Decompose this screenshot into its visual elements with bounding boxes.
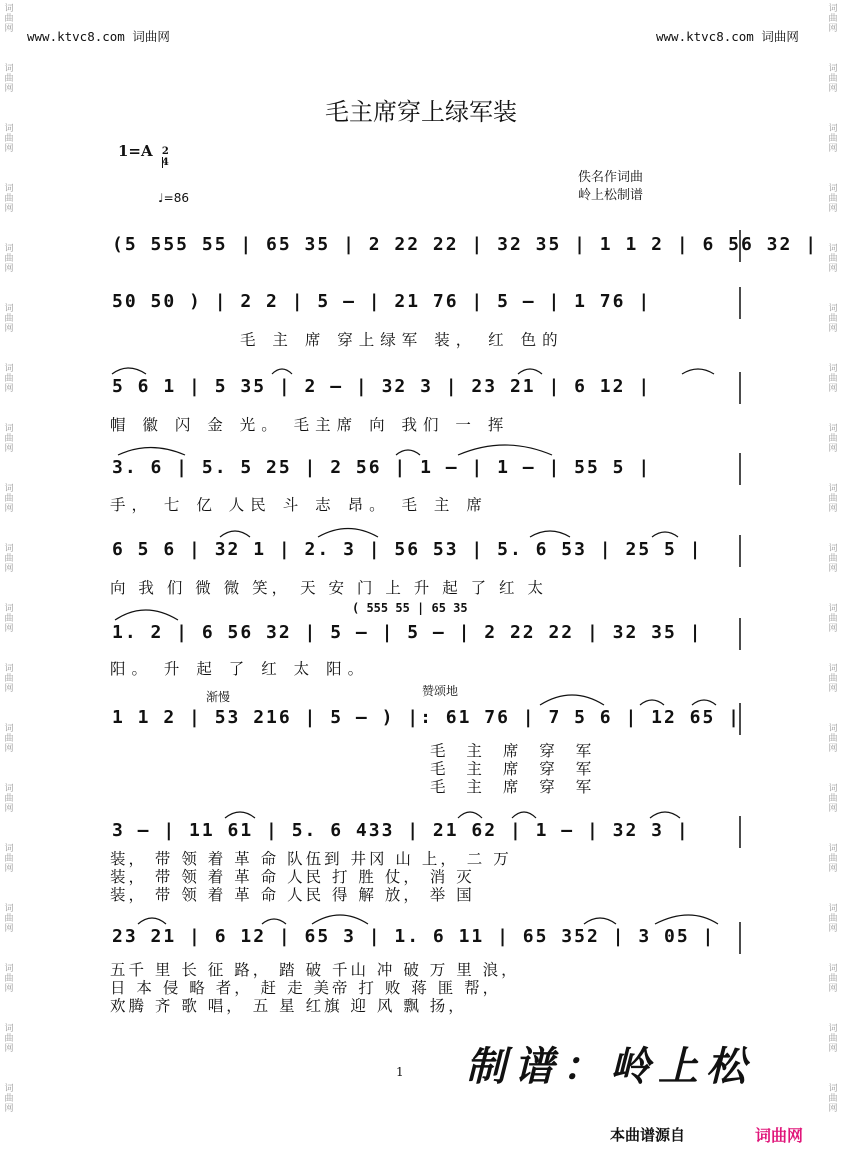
slur	[115, 610, 178, 620]
side-watermark-char: 曲	[828, 914, 838, 924]
side-watermark-char: 网	[4, 24, 14, 34]
side-watermark-char: 曲	[828, 14, 838, 24]
side-watermark-char: 网	[828, 804, 838, 814]
score-line-5: 6 5 6 | 32 1 | 2. 3 | 56 53 | 5. 6 53 | 25 5 |	[112, 539, 703, 560]
side-watermark-char: 词	[828, 544, 838, 554]
side-watermark-char: 曲	[4, 974, 14, 984]
side-watermark-char: 曲	[828, 614, 838, 624]
side-watermark-char: 曲	[828, 674, 838, 684]
slur	[540, 695, 604, 705]
side-watermark-char: 词	[4, 484, 14, 494]
side-watermark-char: 词	[4, 844, 14, 854]
side-watermark-char: 网	[828, 984, 838, 994]
slur	[396, 450, 420, 455]
slur	[682, 369, 714, 374]
side-watermark-char: 词	[828, 184, 838, 194]
side-watermark-char: 曲	[4, 1034, 14, 1044]
score-line-2: 50 50 ) | 2 2 | 5 – | 21 76 | 5 – | 1 76 |	[112, 291, 652, 312]
side-watermark-char: 词	[828, 4, 838, 14]
side-watermark-char: 词	[4, 1024, 14, 1034]
side-watermark-char: 网	[4, 864, 14, 874]
tempo-marking: ♩=86	[158, 191, 189, 205]
slur	[225, 812, 255, 818]
signature: 制谱：岭上松	[466, 1043, 754, 1090]
lyric-line-6: 阳。 升 起 了 红 太 阳。	[110, 660, 370, 678]
side-watermark-char: 曲	[4, 314, 14, 324]
side-watermark-char: 曲	[828, 194, 838, 204]
slur	[530, 531, 570, 537]
side-watermark-char: 词	[4, 724, 14, 734]
intro-bracket: ( 555 55 | 65 35	[352, 601, 468, 615]
side-watermark-char: 曲	[4, 494, 14, 504]
side-watermark-char: 网	[828, 624, 838, 634]
side-watermark-char: 曲	[4, 1094, 14, 1104]
lyric-verse-1-line-9: 五千 里 长 征 路， 踏 破 千山 冲 破 万 里 浪，	[110, 961, 520, 979]
side-watermark-char: 网	[828, 1044, 838, 1054]
side-watermark-char: 网	[4, 324, 14, 334]
footer-source-brand[interactable]: 词曲网	[755, 1126, 804, 1145]
score-line-1: (5 555 55 | 65 35 | 2 22 22 | 32 35 | 1 1 2 | 6 56 32 |	[112, 234, 819, 255]
lyric-verse-1-line-8: 装， 带 领 着 革 命 队伍到 井冈 山 上， 二 万	[110, 850, 512, 868]
song-title: 毛主席穿上绿军装	[325, 98, 517, 126]
side-watermark-char: 网	[4, 984, 14, 994]
slur	[118, 448, 185, 456]
lyric-verse-3-line-9: 欢腾 齐 歌 唱， 五 星 红旗 迎 风 飘 扬，	[110, 997, 467, 1015]
side-watermark-char: 曲	[4, 554, 14, 564]
side-watermark-char: 词	[828, 424, 838, 434]
side-watermark-char: 网	[828, 924, 838, 934]
side-watermark-char: 曲	[4, 434, 14, 444]
lyric-verse-3-line-8: 装， 带 领 着 革 命 人民 得 解 放， 举 国	[110, 886, 475, 904]
slur	[112, 368, 146, 374]
slur	[584, 918, 616, 924]
side-watermark-char: 词	[4, 124, 14, 134]
side-watermark-char: 网	[4, 1044, 14, 1054]
side-watermark-char: 曲	[4, 374, 14, 384]
mark-praise: 赞颂地	[422, 684, 459, 698]
side-watermark-char: 曲	[4, 674, 14, 684]
side-watermark-char: 曲	[4, 254, 14, 264]
side-watermark-char: 曲	[4, 734, 14, 744]
side-watermark-char: 词	[828, 784, 838, 794]
side-watermark-char: 词	[828, 1084, 838, 1094]
side-watermark-char: 网	[828, 864, 838, 874]
slur	[655, 915, 718, 924]
lyric-verse-3-line-7: 毛 主 席 穿 军	[430, 778, 600, 796]
slur	[318, 529, 378, 538]
side-watermark-char: 词	[4, 424, 14, 434]
side-watermark-char: 词	[828, 484, 838, 494]
side-watermark-char: 曲	[828, 854, 838, 864]
side-watermark-char: 词	[4, 244, 14, 254]
footer-source-label: 本曲谱源自	[610, 1126, 686, 1144]
side-watermark-char: 曲	[828, 1034, 838, 1044]
slur	[458, 812, 482, 818]
lyric-line-2: 毛 主 席 穿上绿军 装， 红 色的	[240, 331, 564, 349]
side-watermark-char: 网	[4, 264, 14, 274]
lyric-verse-2-line-9: 日 本 侵 略 者， 赶 走 美帝 打 败 蒋 匪 帮，	[110, 979, 502, 997]
side-watermark-char: 网	[828, 84, 838, 94]
side-watermark-char: 曲	[828, 794, 838, 804]
side-watermark-char: 词	[4, 664, 14, 674]
side-watermark-char: 词	[4, 4, 14, 14]
side-watermark-char: 网	[828, 264, 838, 274]
side-watermark-char: 词	[828, 844, 838, 854]
side-watermark-char: 网	[828, 144, 838, 154]
side-watermark-char: 曲	[828, 134, 838, 144]
lyric-verse-2-line-7: 毛 主 席 穿 军	[430, 760, 600, 778]
side-watermark-char: 词	[828, 964, 838, 974]
side-watermark-char: 曲	[828, 734, 838, 744]
side-watermark-char: 网	[828, 324, 838, 334]
side-watermark-char: 网	[4, 624, 14, 634]
side-watermark-char: 词	[4, 604, 14, 614]
side-watermark-char: 网	[4, 564, 14, 574]
side-watermark-char: 曲	[828, 434, 838, 444]
slur	[512, 812, 536, 818]
score-line-8: 3 – | 11 61 | 5. 6 433 | 21 62 | 1 – | 32 3 |	[112, 820, 690, 841]
slur	[262, 919, 286, 924]
lyric-line-4: 手， 七 亿 人民 斗 志 昂。 毛 主 席	[110, 496, 488, 514]
side-watermark-char: 曲	[4, 914, 14, 924]
side-watermark-char: 词	[4, 544, 14, 554]
side-watermark-char: 词	[4, 364, 14, 374]
side-watermark-char: 网	[4, 504, 14, 514]
score-line-6: 1. 2 | 6 56 32 | 5 – | 5 – | 2 22 22 | 32 35 |	[112, 622, 703, 643]
side-watermark-char: 词	[828, 604, 838, 614]
mark-ritardando: 渐慢	[206, 690, 231, 704]
side-watermark-char: 词	[828, 304, 838, 314]
slur	[272, 369, 292, 374]
side-watermark-char: 词	[4, 304, 14, 314]
side-watermark-char: 曲	[828, 374, 838, 384]
slur	[650, 812, 680, 818]
side-watermark-char: 词	[4, 964, 14, 974]
side-watermark-char: 网	[4, 444, 14, 454]
side-watermark-char: 词	[4, 64, 14, 74]
side-watermark-char: 网	[4, 924, 14, 934]
side-watermark-char: 曲	[4, 794, 14, 804]
side-watermark-char: 网	[4, 744, 14, 754]
arranger-credit: 岭上松制谱	[578, 188, 644, 203]
slur	[458, 445, 552, 455]
slur	[220, 531, 250, 537]
side-watermark-char: 网	[828, 684, 838, 694]
side-watermark-char: 词	[828, 724, 838, 734]
slur	[652, 532, 678, 537]
side-watermark-char: 网	[828, 564, 838, 574]
lyric-line-5: 向 我 们 微 微 笑， 天 安 门 上 升 起 了 红 太	[110, 579, 547, 597]
side-watermark-char: 词	[4, 1084, 14, 1094]
score-line-4: 3. 6 | 5. 5 25 | 2 56 | 1 – | 1 – | 55 5 |	[112, 457, 652, 478]
side-watermark-char: 网	[4, 1104, 14, 1114]
score-line-3: 5 6 1 | 5 35 | 2 – | 32 3 | 23 21 | 6 12 |	[112, 376, 652, 397]
slur	[640, 700, 664, 705]
side-watermark-char: 网	[828, 744, 838, 754]
side-watermark-char: 曲	[828, 254, 838, 264]
slur	[138, 918, 166, 924]
side-watermark-char: 词	[828, 1024, 838, 1034]
side-watermark-char: 曲	[828, 1094, 838, 1104]
side-watermark-char: 网	[828, 204, 838, 214]
side-watermark-char: 网	[4, 384, 14, 394]
side-watermark-char: 曲	[4, 134, 14, 144]
side-watermark-char: 曲	[828, 314, 838, 324]
side-watermark-char: 曲	[4, 194, 14, 204]
side-watermark-char: 曲	[4, 854, 14, 864]
side-watermark-char: 网	[828, 444, 838, 454]
slur	[518, 369, 542, 374]
side-watermark-char: 网	[4, 684, 14, 694]
slur	[692, 700, 716, 705]
time-top: 2	[161, 146, 169, 157]
side-watermark-char: 曲	[4, 14, 14, 24]
side-watermark-char: 网	[828, 384, 838, 394]
side-watermark-char: 词	[828, 664, 838, 674]
side-watermark-char: 词	[4, 784, 14, 794]
side-watermark-char: 词	[828, 904, 838, 914]
composer-credit: 佚名作词曲	[578, 170, 644, 185]
side-watermark-char: 网	[828, 24, 838, 34]
side-watermark-char: 网	[4, 144, 14, 154]
time-bottom: 4	[161, 157, 169, 168]
lyric-verse-1-line-7: 毛 主 席 穿 军	[430, 742, 600, 760]
side-watermark-char: 词	[828, 64, 838, 74]
side-watermark-char: 曲	[828, 554, 838, 564]
side-watermark-char: 词	[828, 244, 838, 254]
header-site-right[interactable]: www.ktvc8.com 词曲网	[656, 29, 799, 44]
side-watermark-char: 曲	[828, 494, 838, 504]
lyric-verse-2-line-8: 装， 带 领 着 革 命 人民 打 胜 仗， 消 灭	[110, 868, 475, 886]
side-watermark-char: 词	[828, 124, 838, 134]
score-line-9: 23 21 | 6 12 | 65 3 | 1. 6 11 | 65 352 | 3 05 |	[112, 926, 716, 947]
slur	[312, 915, 368, 924]
side-watermark-char: 词	[828, 364, 838, 374]
page-number: 1	[396, 1065, 404, 1079]
side-watermark-char: 曲	[828, 74, 838, 84]
slurs	[112, 368, 718, 924]
key-label: 1=A	[118, 142, 153, 160]
side-watermark-char: 曲	[4, 74, 14, 84]
side-watermark-char: 词	[4, 184, 14, 194]
lyric-line-3: 帽 徽 闪 金 光。 毛主席 向 我们 一 挥	[110, 416, 510, 434]
side-watermark-char: 网	[4, 804, 14, 814]
side-watermark-char: 网	[828, 1104, 838, 1114]
side-watermark-char: 网	[828, 504, 838, 514]
score-line-7: 1 1 2 | 53 216 | 5 – ) |: 61 76 | 7 5 6 | 12 65 |	[112, 707, 742, 728]
side-watermark-char: 网	[4, 84, 14, 94]
side-watermark-char: 曲	[4, 614, 14, 624]
side-watermark-char: 网	[4, 204, 14, 214]
side-watermark-char: 曲	[828, 974, 838, 984]
side-watermark-char: 词	[4, 904, 14, 914]
header-site-left[interactable]: www.ktvc8.com 词曲网	[27, 29, 170, 44]
